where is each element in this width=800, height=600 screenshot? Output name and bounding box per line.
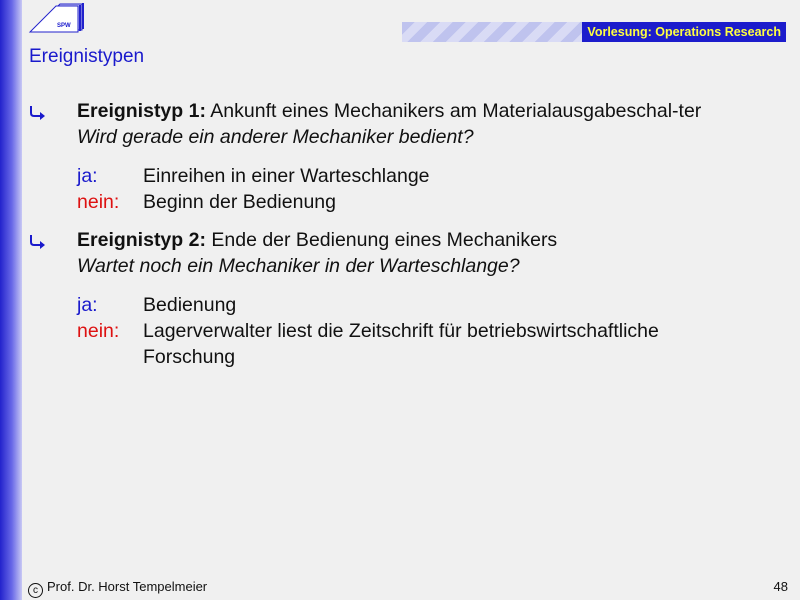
answer-row: [77, 189, 730, 215]
curved-arrow-right-icon: [28, 104, 46, 120]
answer-row: [77, 318, 730, 370]
left-gradient-bar: [0, 0, 22, 600]
event-type-2-item: [30, 227, 730, 370]
spw-logo-icon: [26, 2, 86, 36]
copyright-icon: c: [28, 583, 43, 598]
event-type-1-question: Wird gerade ein anderer Mechaniker bedient?: [77, 126, 474, 148]
footer-author: [28, 579, 207, 598]
event-type-1-text: Ankunft eines Mechanikers am Materialausgabeschal-ter: [205, 100, 702, 122]
page-number: 48: [773, 579, 788, 594]
slide-title: Ereignistypen: [29, 46, 145, 67]
answer-key-yes: ja:: [77, 165, 98, 187]
slide-content: [30, 98, 730, 370]
answer-value: Bedienung: [143, 294, 237, 316]
course-title: Vorlesung: Operations Research: [582, 22, 786, 42]
author-name: Prof. Dr. Horst Tempelmeier: [47, 579, 208, 594]
answer-value: Lagerverwalter liest die Zeitschrift für betriebswirtschaftliche Forschung: [143, 320, 659, 368]
event-type-2-label: Ereignistyp 2:: [77, 229, 206, 251]
event-type-2-answers: [77, 292, 730, 370]
answer-key-yes: ja:: [77, 294, 98, 316]
answer-key-no: nein:: [77, 191, 120, 213]
answer-row: [77, 163, 730, 189]
answer-value: Einreihen in einer Warteschlange: [143, 165, 430, 187]
curved-arrow-right-icon: [28, 233, 46, 249]
event-type-1-answers: [77, 163, 730, 215]
event-type-1-label: Ereignistyp 1:: [77, 100, 206, 122]
answer-row: [77, 292, 730, 318]
event-type-1-heading: [77, 98, 730, 124]
event-type-1-item: [30, 98, 730, 215]
event-type-2-text: Ende der Bedienung eines Mechanikers: [205, 229, 558, 251]
answer-key-no: nein:: [77, 320, 120, 342]
event-type-2-question: Wartet noch ein Mechaniker in der Warteschlange?: [77, 255, 520, 277]
event-type-2-heading: [77, 227, 730, 253]
answer-value: Beginn der Bedienung: [143, 191, 336, 213]
logo-text: SPW: [57, 23, 71, 29]
